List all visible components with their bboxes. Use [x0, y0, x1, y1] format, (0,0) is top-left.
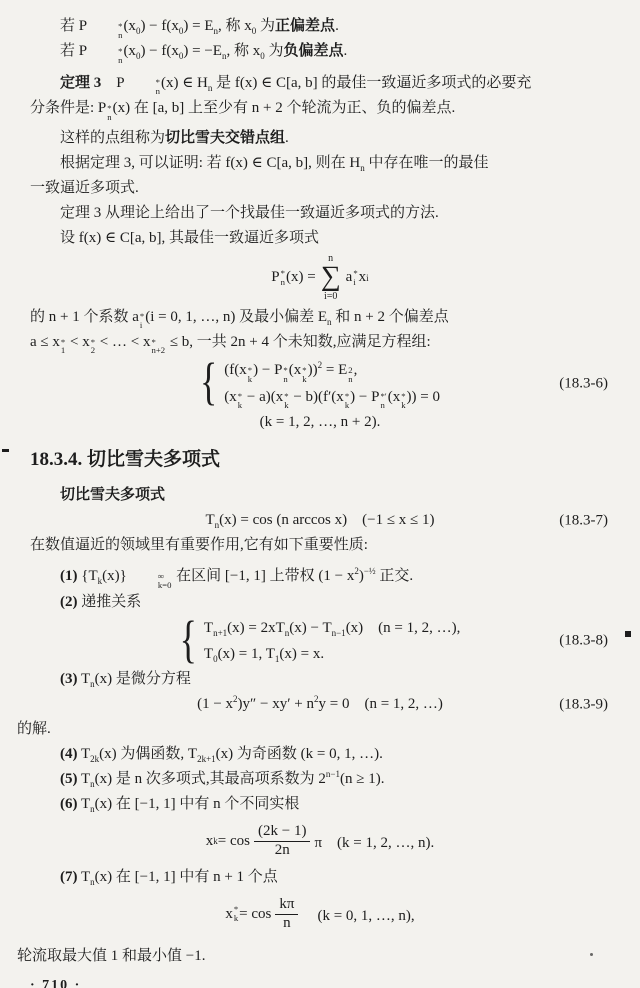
- equation-extrema-formula: x * k = cos $\frac{k\pi}{n}$ (k = 0, 1, …, n),: [225, 896, 415, 931]
- equation-system-18-3-8: [30, 609, 610, 668]
- para-alternating-max-min: 轮流取最大值 1 和最小值 −1.: [17, 948, 206, 964]
- para-uniqueness-line2: 一致逼近多项式.: [30, 179, 139, 196]
- scan-artifact-dash: [2, 449, 9, 452]
- para-importance: 在数值逼近的领域里有重要作用,它有如下重要性质:: [30, 537, 368, 553]
- system-18-3-6-line1: (f(x * k ) − P * n (x * k ))$^2$ = E 2 n ,: [224, 360, 358, 384]
- property-1-orthogonality: (1) $\{T_k(x)\}$ ∞ k=0 在区间 [−1, 1] 上带权 $(1 - x^2)^{-\frac{1}{2}}$ 正交.: [60, 566, 414, 590]
- system-18-3-6-line2: (x * k − a)(x * k − b)(f′(x * k ) − P *′ n (x * k )) = 0: [224, 388, 440, 411]
- para-theorem3-line1: 定理 3 P * n (x) ∈ $H_n$ 是 f(x) ∈ C[a, b] 的最佳一致逼近多项式的必要充: [60, 74, 532, 97]
- system-18-3-6-range: (k = 1, 2, …, n + 2).: [259, 414, 381, 430]
- left-brace-glyph: {: [179, 609, 197, 668]
- para-negative-deviation-point: 若 P * n $(x_0) - f(x_0) = -E_n$, 称 $x_0$ 为负偏差点.: [60, 43, 348, 65]
- equation-sum-polynomial: P * n (x) = n ∑ i=0 a * i x i: [271, 253, 369, 302]
- equation-18-3-9-row: [30, 692, 610, 717]
- equation-18-3-7: $T_n(x) = \cos (n$ arccos x) (−1 ≤ x ≤ 1): [205, 512, 435, 530]
- para-setup-best-approx: 设 f(x) ∈ C[a, b], 其最佳一致逼近多项式: [60, 229, 319, 246]
- system-18-3-8-line2: $T_0(x) = 1$, $T_1(x) = x$.: [203, 646, 325, 664]
- section-heading-18-3-4: 18.3.4. 切比雪夫多项式: [30, 449, 221, 470]
- para-chebyshev-polynomial-title: 切比雪夫多项式: [60, 487, 166, 503]
- equation-label-18-3-7: (18.3-7): [559, 512, 608, 528]
- scan-artifact-square: [625, 631, 631, 637]
- para-chebyshev-alternation-set: 这样的点组称为切比雪夫交错点组.: [60, 129, 289, 146]
- page-number: · 710 ·: [30, 978, 82, 988]
- para-theorem3-method: 定理 3 从理论上给出了一个找最佳一致逼近多项式的方法.: [60, 204, 439, 221]
- para-uniqueness-line1: 根据定理 3, 可以证明: 若 f(x) ∈ C[a, b], 则在 $H_n$ 中存在唯一的最佳: [60, 154, 489, 173]
- para-theorem3-line2: 分条件是: P * n (x) 在 [a, b] 上至少有 n + 2 个轮流为正、负的偏差点.: [30, 100, 456, 122]
- equation-18-3-7-row: [30, 508, 610, 533]
- property-3-differential-equation: (3) $T_n(x)$ 是微分方程: [60, 671, 191, 689]
- property-5-leading-coefficient: (5) $T_n(x)$ 是 n 次多项式,其最高项系数为 $2^{n-1}(n \ge 1)$.: [60, 769, 385, 789]
- scan-artifact-dot: [590, 953, 593, 956]
- equation-label-18-3-8: (18.3-8): [559, 632, 608, 649]
- system-lines: [224, 357, 440, 410]
- property-2-recurrence-title: (2) 递推关系: [60, 594, 142, 610]
- para-positive-deviation-point: 若 P * n $(x_0) - f(x_0) = E_n$, 称 $x_0$ 为正偏差点.: [60, 18, 339, 40]
- property-4-parity: (4) $T_{2k}(x)$ 为偶函数, $T_{2k+1}(x)$ 为奇函数 (k = 0, 1, …).: [60, 746, 383, 764]
- para-coefficients-line1: 的 n + 1 个系数 a * i (i = 0, 1, …, n) 及最小偏差 $E_n$ 和 n + 2 个偏差点: [30, 308, 449, 330]
- system-18-3-8-line1: $T_{n+1}(x) = 2xT_n(x) - T_{n-1}(x)$ (n = 1, 2, …),: [203, 620, 461, 638]
- equation-label-18-3-6: (18.3-6): [559, 375, 608, 392]
- property-6-real-roots: (6) $T_n(x)$ 在 [−1, 1] 中有 n 个不同实根: [60, 796, 300, 814]
- equation-label-18-3-9: (18.3-9): [559, 696, 608, 712]
- left-brace-glyph: {: [200, 352, 218, 411]
- equation-18-3-9: $(1 - x^2)y'' - xy' + n^2y = 0$ (n = 1, 2, …): [197, 694, 443, 712]
- equation-system-18-3-6: [30, 352, 610, 411]
- property-7-extremal-points: (7) $T_n(x)$ 在 [−1, 1] 中有 n + 1 个点: [60, 869, 278, 887]
- para-coefficients-line2: a ≤ x * 1 < x * 2 < … < x * n+2 ≤ b, 一共 2n + 4 个未知数,应满足方程组:: [30, 333, 431, 356]
- equation-roots-formula: x k = cos $\frac{(2k - 1)}{2n}$ π (k = 1, 2, …, n).: [205, 823, 435, 858]
- para-solution: 的解.: [17, 721, 51, 737]
- system-lines: [204, 615, 461, 667]
